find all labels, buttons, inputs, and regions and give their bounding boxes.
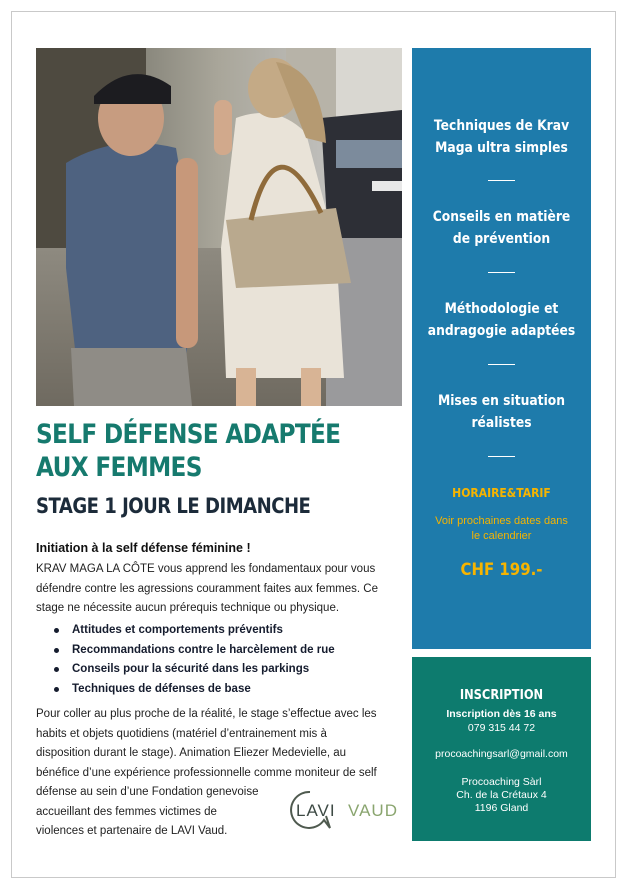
next-dates-text [412, 514, 591, 544]
headline-line-1: SELF DÉFENSE ADAPTÉE [36, 419, 341, 450]
outro-line: accueillant des femmes victimes de [36, 805, 217, 818]
list-item [52, 641, 402, 661]
next-dates-line: le calendrier [471, 530, 532, 542]
feature-line: Maga ultra simples [435, 140, 568, 156]
feature-line: de prévention [452, 231, 551, 247]
feature-item [423, 390, 581, 434]
feature-line: andragogie adaptées [427, 323, 576, 339]
outro-line: habits et objets quotidiens (matériel d’entrainement mis à [36, 727, 327, 740]
horaire-tarif-title: HORAIRE&TARIF [452, 486, 551, 500]
bullet-icon [54, 687, 59, 692]
divider [488, 180, 515, 181]
bullet-text: Techniques de défenses de base [72, 682, 251, 695]
logo-lavi-text: LAVI [296, 801, 336, 820]
phone-number: 079 315 44 72 [467, 722, 536, 734]
feature-line: réalistes [471, 415, 532, 431]
divider [488, 364, 515, 365]
intro-title: Initiation à la self défense féminine ! [36, 541, 251, 555]
company-name: Procoaching Sàrl [461, 776, 542, 788]
bullet-icon [54, 648, 59, 653]
street-address: Ch. de la Crétaux 4 [456, 789, 547, 801]
outro-line: bénéfice d’une expérience professionnelle comme moniteur de self [36, 766, 377, 779]
bullet-icon [54, 667, 59, 672]
feature-line: Conseils en matière [432, 209, 571, 225]
headline-title [36, 418, 354, 484]
feature-line: Mises en situation [437, 393, 566, 409]
inscription-age: Inscription dès 16 ans [446, 708, 557, 720]
intro-text: KRAV MAGA LA CÔTE vous apprend les fondamentaux pour vous défendre contre les agressions couramment faites aux femmes. Ce stage ne nécessite aucun prérequis technique ou physique. [36, 563, 378, 614]
list-item [52, 621, 402, 641]
email-address: procoachingsarl@gmail.com [435, 748, 568, 760]
logo-vaud-text: VAUD [348, 801, 398, 820]
divider [488, 272, 515, 273]
feature-item [423, 206, 581, 250]
city-address: 1196 Gland [474, 802, 529, 814]
list-item [52, 660, 402, 680]
next-dates-line: Voir prochaines dates dans [435, 515, 568, 527]
feature-item [423, 298, 581, 342]
bullet-text: Conseils pour la sécurité dans les parkings [72, 663, 310, 675]
hero-photo [36, 48, 402, 406]
feature-line: Méthodologie et [444, 301, 559, 317]
price: CHF 199.- [460, 560, 543, 580]
inscription-title: INSCRIPTION [459, 688, 544, 703]
divider [488, 456, 515, 457]
list-item [52, 680, 402, 700]
outro-line: disposition durant le stage). Animation Eliezer Medevielle, au [36, 747, 347, 759]
headline-subtitle: STAGE 1 JOUR LE DIMANCHE [36, 494, 311, 518]
bullet-text: Recommandations contre le harcèlement de rue [72, 643, 335, 656]
headline-line-2: AUX FEMMES [36, 452, 202, 483]
bullet-icon [54, 628, 59, 633]
outro-line: Pour coller au plus proche de la réalité, le stage s’effectue avec les [36, 708, 377, 720]
lavi-vaud-logo [290, 788, 405, 834]
feature-item [423, 115, 581, 159]
bullet-text: Attitudes et comportements préventifs [72, 624, 283, 636]
feature-line: Techniques de Krav [433, 118, 570, 134]
bullet-list [52, 621, 402, 699]
features-panel [412, 48, 591, 649]
outro-line: violences et partenaire de LAVI Vaud. [36, 825, 228, 837]
inscription-panel [412, 657, 591, 841]
outro-line: défense au sein d’une Fondation genevoise [36, 786, 259, 798]
